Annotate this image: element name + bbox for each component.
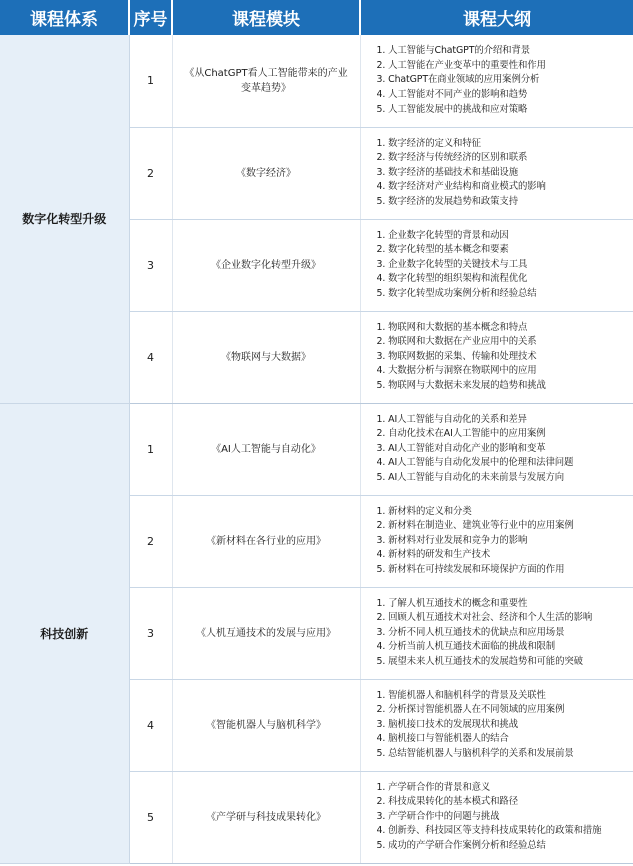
outline-item: 4. 分析当前人机互通技术面临的挑战和限制 xyxy=(376,641,556,653)
outline-item: 4. 大数据分析与洞察在物联网中的应用 xyxy=(376,365,537,377)
module-index: 4 xyxy=(129,311,172,403)
module-index: 1 xyxy=(129,403,172,495)
header-row xyxy=(0,0,633,35)
outline-list xyxy=(377,321,632,394)
outline-item: 1. 新材料的定义和分类 xyxy=(376,505,472,517)
outline-item: 3. 脑机接口技术的发展现状和挑战 xyxy=(376,718,518,730)
outline-list xyxy=(377,781,632,854)
outline-item: 2. 数字化转型的基本概念和要素 xyxy=(376,244,509,256)
module-index: 2 xyxy=(129,127,172,219)
module-outline-cell xyxy=(360,219,633,311)
outline-item: 3. 新材料对行业发展和竞争力的影响 xyxy=(376,534,528,546)
outline-item: 2. 人工智能在产业变革中的重要性和作用 xyxy=(376,59,546,71)
outline-item: 4. 脑机接口与智能机器人的结合 xyxy=(376,733,509,745)
module-outline-cell xyxy=(360,495,633,587)
outline-item: 3. 分析不同人机互通技术的优缺点和应用场景 xyxy=(376,626,565,638)
outline-list xyxy=(377,505,632,578)
module-outline-cell xyxy=(360,311,633,403)
outline-list xyxy=(377,597,632,670)
outline-item: 2. 分析探讨智能机器人在不同领域的应用案例 xyxy=(376,704,565,716)
module-index: 3 xyxy=(129,219,172,311)
outline-item: 1. 企业数字化转型的背景和动因 xyxy=(376,229,509,241)
module-outline-cell xyxy=(360,587,633,679)
module-title: 《人机互通技术的发展与应用》 xyxy=(172,587,360,679)
outline-item: 5. 人工智能发展中的挑战和应对策略 xyxy=(376,103,528,115)
outline-item: 3. 物联网数据的采集、传输和处理技术 xyxy=(376,350,537,362)
outline-list xyxy=(377,413,632,486)
header-course-system: 课程体系 xyxy=(0,0,129,35)
module-title: 《产学研与科技成果转化》 xyxy=(172,771,360,863)
module-outline-cell xyxy=(360,771,633,863)
outline-list xyxy=(377,229,632,302)
outline-item: 2. 新材料在制造业、建筑业等行业中的应用案例 xyxy=(376,520,574,532)
module-outline-cell xyxy=(360,679,633,771)
outline-item: 5. 数字经济的发展趋势和政策支持 xyxy=(376,195,518,207)
course-system-cell: 科技创新 xyxy=(0,403,129,863)
outline-item: 4. 新材料的研发和生产技术 xyxy=(376,549,491,561)
header-course-module: 课程模块 xyxy=(172,0,360,35)
module-title: 《企业数字化转型升级》 xyxy=(172,219,360,311)
outline-item: 5. 数字化转型成功案例分析和经验总结 xyxy=(376,287,537,299)
outline-item: 1. 人工智能与ChatGPT的介绍和背景 xyxy=(376,45,531,57)
module-title: 《数字经济》 xyxy=(172,127,360,219)
module-index: 4 xyxy=(129,679,172,771)
outline-item: 2. 数字经济与传统经济的区别和联系 xyxy=(376,152,528,164)
outline-item: 3. 企业数字化转型的关键技术与工具 xyxy=(376,258,528,270)
outline-item: 4. 数字经济对产业结构和商业模式的影响 xyxy=(376,181,546,193)
outline-item: 2. 回顾人机互通技术对社会、经济和个人生活的影响 xyxy=(376,612,593,624)
outline-item: 1. AI人工智能与自动化的关系和差异 xyxy=(376,413,527,425)
outline-list xyxy=(377,689,632,762)
outline-item: 1. 产学研合作的背景和意义 xyxy=(376,781,491,793)
outline-item: 5. 总结智能机器人与脑机科学的关系和发展前景 xyxy=(376,747,574,759)
outline-item: 2. 物联网和大数据在产业应用中的关系 xyxy=(376,336,537,348)
module-outline-cell xyxy=(360,403,633,495)
outline-item: 5. 新材料在可持续发展和环境保护方面的作用 xyxy=(376,563,565,575)
outline-item: 3. AI人工智能对自动化产业的影响和变革 xyxy=(376,442,546,454)
table-row xyxy=(0,35,633,127)
outline-item: 4. AI人工智能与自动化发展中的伦理和法律问题 xyxy=(376,457,574,469)
header-course-outline: 课程大纲 xyxy=(360,0,633,35)
outline-list xyxy=(377,44,632,117)
outline-item: 5. 物联网与大数据未来发展的趋势和挑战 xyxy=(376,379,546,391)
outline-item: 1. 智能机器人和脑机科学的背景及关联性 xyxy=(376,689,546,701)
outline-item: 3. 产学研合作中的问题与挑战 xyxy=(376,810,500,822)
module-title: 《智能机器人与脑机科学》 xyxy=(172,679,360,771)
outline-item: 4. 数字化转型的组织架构和流程优化 xyxy=(376,273,528,285)
module-title: 《新材料在各行业的应用》 xyxy=(172,495,360,587)
module-outline-cell xyxy=(360,35,633,127)
module-index: 1 xyxy=(129,35,172,127)
module-outline-cell xyxy=(360,127,633,219)
module-index: 3 xyxy=(129,587,172,679)
table-row xyxy=(0,403,633,495)
module-title: 《AI人工智能与自动化》 xyxy=(172,403,360,495)
outline-item: 1. 了解人机互通技术的概念和重要性 xyxy=(376,597,528,609)
outline-item: 1. 物联网和大数据的基本概念和特点 xyxy=(376,321,528,333)
module-title: 《从ChatGPT看人工智能带来的产业变革趋势》 xyxy=(172,35,360,127)
outline-item: 2. 自动化技术在AI人工智能中的应用案例 xyxy=(376,428,546,440)
module-title: 《物联网与大数据》 xyxy=(172,311,360,403)
outline-item: 5. AI人工智能与自动化的未来前景与发展方向 xyxy=(376,471,565,483)
outline-item: 1. 数字经济的定义和特征 xyxy=(376,137,481,149)
outline-list xyxy=(377,137,632,210)
header-index: 序号 xyxy=(129,0,172,35)
outline-item: 3. ChatGPT在商业领域的应用案例分析 xyxy=(376,74,540,86)
outline-item: 3. 数字经济的基础技术和基础设施 xyxy=(376,166,518,178)
module-index: 2 xyxy=(129,495,172,587)
outline-item: 2. 科技成果转化的基本模式和路径 xyxy=(376,796,518,808)
outline-item: 4. 人工智能对不同产业的影响和趋势 xyxy=(376,89,528,101)
outline-item: 4. 创新券、科技园区等支持科技成果转化的政策和措施 xyxy=(376,825,602,837)
course-system-cell: 数字化转型升级 xyxy=(0,35,129,403)
outline-item: 5. 展望未来人机互通技术的发展趋势和可能的突破 xyxy=(376,655,583,667)
outline-item: 5. 成功的产学研合作案例分析和经验总结 xyxy=(376,839,546,851)
module-index: 5 xyxy=(129,771,172,863)
